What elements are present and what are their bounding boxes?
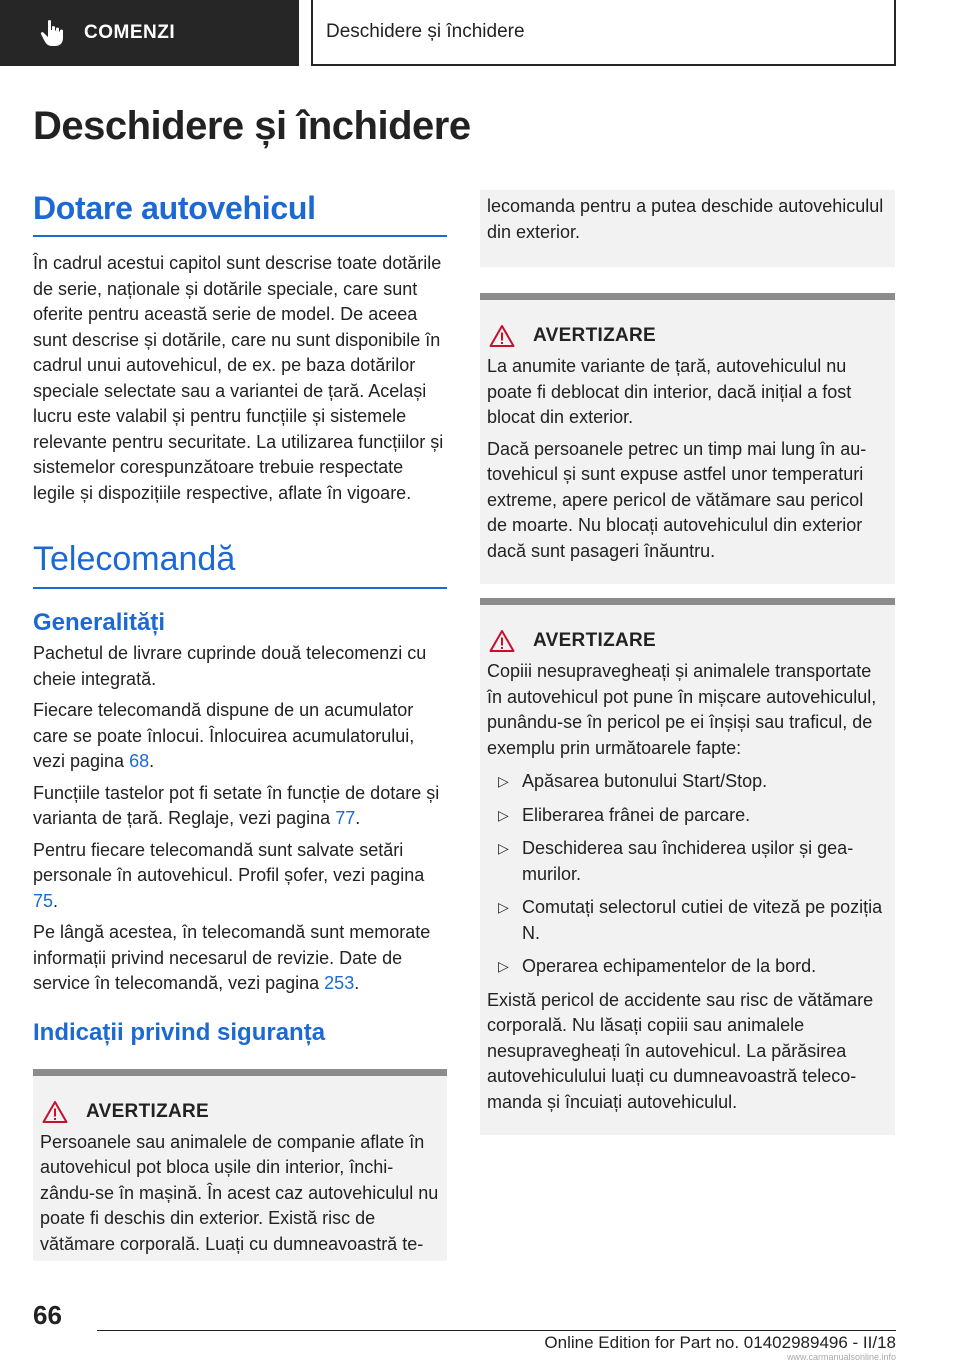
heading-siguranta: Indicații privind siguranța	[33, 1018, 326, 1046]
generalitati-p4	[33, 838, 447, 915]
link-page-77[interactable]: 77	[335, 808, 356, 828]
list-item-text: Comutați selectorul cutiei de viteză pe poziția N.	[522, 897, 883, 943]
p4-period: .	[53, 890, 59, 911]
warning-continuation	[480, 190, 895, 267]
warning-title: AVERTIZARE	[86, 1100, 209, 1122]
footer-edition: Online Edition for Part no. 01402989496 - II/18	[544, 1333, 896, 1352]
section-header-box	[311, 0, 896, 66]
triangle-bullet-icon: ▷	[498, 899, 509, 915]
p3-text: Funcțiile tastelor pot fi setate în funcție de dotare și varianta de țară. Reglaje, vezi pagina	[33, 782, 440, 828]
warning-triangle-icon	[489, 629, 515, 653]
warning-box-left	[33, 1069, 447, 1262]
list-item	[487, 954, 887, 980]
list-item-text: Deschiderea sau închiderea ușilor și geamurilor.	[522, 838, 854, 884]
list-item-text: Operarea echipamentelor de la bord.	[522, 956, 817, 976]
warning-box-2	[480, 598, 895, 1135]
p5-text: Pe lângă acestea, în telecomandă sunt memorate informații privind necesarul de revizie. Date de service în telecomandă, vezi pagina	[33, 922, 431, 993]
warning-text: Persoanele sau animalele de companie aflate în autovehicul pot bloca ușile din interior, închizându-se în mașină. În acest caz autovehiculul nu poate fi deschis din exterior. Există risc de vătămare corporală. Luați cu dumneavoastră te-	[40, 1131, 439, 1254]
hand-pointer-icon	[40, 19, 64, 47]
list-item	[487, 895, 887, 946]
triangle-bullet-icon: ▷	[498, 840, 509, 856]
right-column	[480, 190, 895, 1135]
list-item-text: Apăsarea butonului Start/Stop.	[522, 771, 768, 791]
warning1-p1: La anumite variante de țară, autovehiculul nu poate fi deblocat din interior, dacă inițial a fost blocat din exterior.	[487, 356, 852, 427]
heading-generalitati: Generalități	[33, 609, 166, 636]
list-item	[487, 836, 887, 887]
link-page-253[interactable]: 253	[324, 973, 355, 993]
warning-header	[487, 324, 887, 348]
warning-header	[487, 629, 887, 653]
warning1-p2: Dacă persoanele petrec un timp mai lung în autovehicul și sunt expuse astfel unor temperaturi extreme, apere pericol de vătămare sau pericol de moarte. Nu blocați autovehiculul din exterior dacă sunt pasageri înăuntru.	[487, 438, 867, 561]
left-column	[33, 190, 447, 1261]
footer-watermark: www.carmanualsonline.info	[786, 1352, 896, 1362]
link-page-68[interactable]: 68	[129, 751, 150, 771]
continuation-text: lecomanda pentru a putea deschide autovehiculul din exterior.	[487, 196, 884, 242]
warning-title: AVERTIZARE	[533, 325, 656, 346]
p3-period: .	[355, 808, 361, 828]
chapter-tab	[0, 0, 299, 66]
heading-telecomanda: Telecomandă	[33, 540, 447, 589]
warning2-intro: Copiii nesupravegheați și animalele transportate în autovehicul pot pune în mișcare autovehiculul, punându-se în pericol pe ei înșiși sau traficul, de exemplu prin următoarele fapte:	[487, 661, 877, 758]
link-page-75[interactable]: 75	[33, 890, 54, 911]
generalitati-p1: Pachetul de livrare cuprinde două telecomenzi cu cheie integrată.	[33, 643, 427, 689]
p2-text: Fiecare telecomandă dispune de un acumulator care se poate înlocui. Înlocuirea acumulatorului, vezi pagina	[33, 700, 415, 771]
generalitati-p5	[33, 920, 447, 997]
p2-period: .	[149, 751, 155, 771]
list-item	[487, 769, 887, 795]
dotare-text: În cadrul acestui capitol sunt descrise toate dotările de serie, naționale și dotările speciale, care sunt oferite pentru această serie de model. De aceea sunt descrise și dotările, care nu sunt disponibile în cadrul unui autovehicul, de ex. pe baza dotărilor speciale selectate sau a variantei de țară. Același lucru este valabil și pentru funcțiile și sistemele relevante pentru securitate. La utilizarea funcțiilor și sistemelor corespunzătoare trebuie respectate legile și dispozițiile respective, aflate în vigoare.	[33, 253, 444, 503]
section-header-label: Deschidere și închidere	[326, 21, 525, 42]
warning-title: AVERTIZARE	[533, 630, 656, 651]
footer-divider	[97, 1330, 896, 1331]
chapter-tab-label: COMENZI	[84, 22, 176, 43]
p4-text: Pentru fiecare telecomandă sunt salvate setări personale în autovehicul. Profil șofer, vezi pagina	[33, 839, 425, 885]
page-title: Deschidere și închidere	[33, 104, 471, 148]
p5-period: .	[354, 973, 360, 993]
list-item-text: Eliberarea frânei de parcare.	[522, 804, 751, 825]
warning-triangle-icon	[489, 324, 515, 348]
generalitati-p2	[33, 698, 447, 775]
warning-box-1	[480, 293, 895, 584]
warning2-outro: Există pericol de accidente sau risc de vătămare corporală. Nu lăsați copiii sau animalele nesupravegheați în autovehicul. La părăsirea autovehiculului luați cu dumneavoastră telecomanda și încuiați autovehiculul.	[487, 989, 874, 1112]
warning-header	[40, 1100, 439, 1124]
triangle-bullet-icon: ▷	[498, 806, 509, 823]
heading-dotare: Dotare autovehicul	[33, 190, 447, 237]
list-item	[487, 803, 887, 829]
generalitati-p3	[33, 781, 447, 832]
page-number: 66	[33, 1300, 62, 1330]
page-header	[0, 0, 960, 66]
warning-triangle-icon	[42, 1100, 68, 1124]
triangle-bullet-icon: ▷	[498, 773, 509, 789]
warning2-bullet-list	[487, 769, 887, 980]
triangle-bullet-icon: ▷	[498, 958, 509, 974]
